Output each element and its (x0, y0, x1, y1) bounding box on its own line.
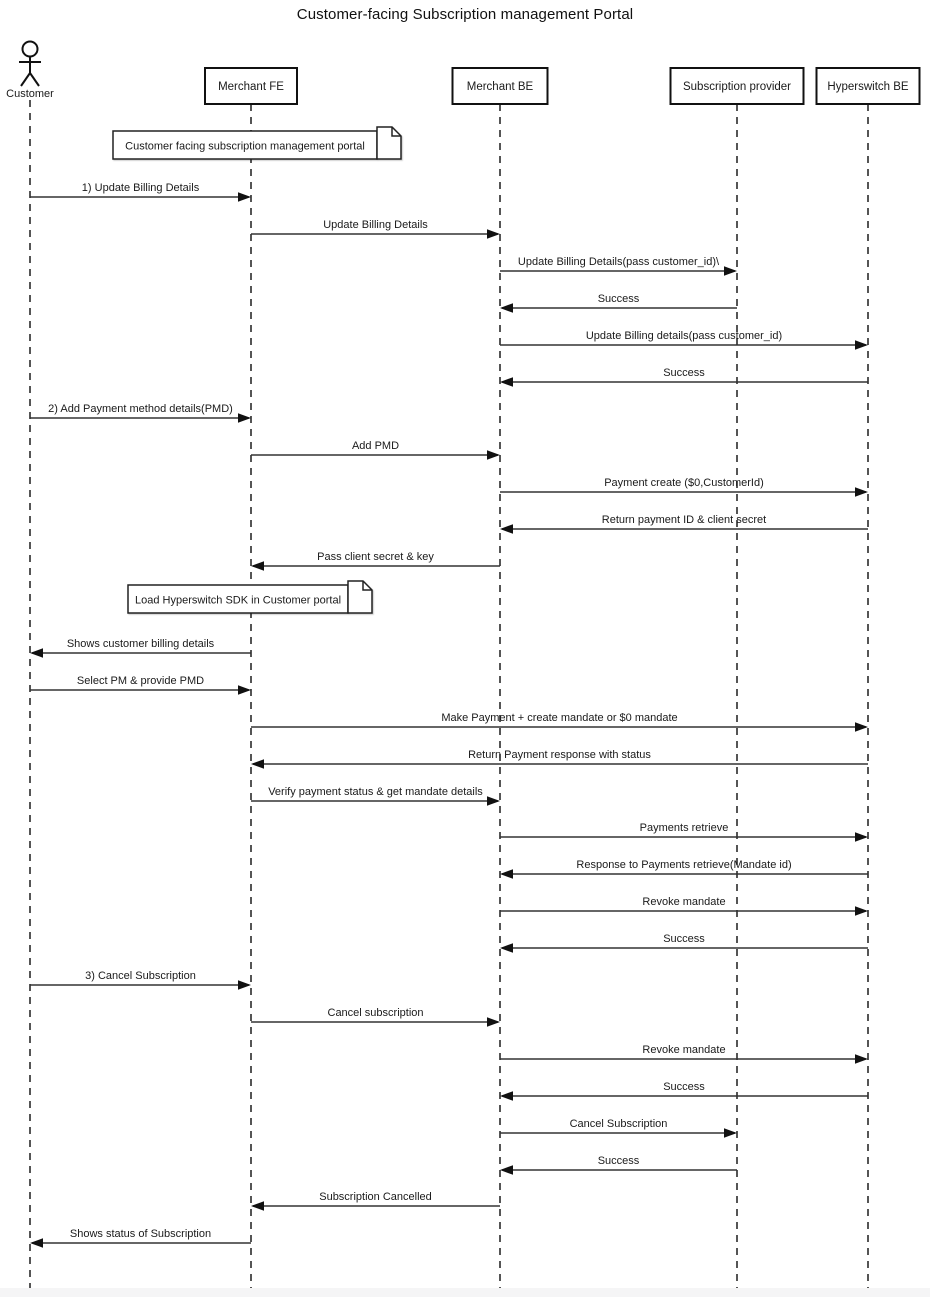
message-arrowhead (487, 229, 500, 239)
message-9 (500, 477, 868, 497)
message-5 (500, 330, 868, 350)
message-arrowhead (238, 192, 251, 202)
participant-box-subscription_provider (671, 68, 804, 104)
message-label: Cancel Subscription (569, 1118, 668, 1130)
message-arrowhead (251, 1201, 264, 1211)
participant-label: Hyperswitch BE (827, 81, 909, 93)
message-1 (30, 182, 251, 202)
note-page (377, 127, 401, 159)
note-page (348, 581, 372, 613)
message-15 (251, 749, 868, 769)
message-arrowhead (30, 648, 43, 658)
message-label: Success (663, 367, 705, 379)
message-arrowhead (500, 377, 513, 387)
message-28 (30, 1228, 251, 1248)
participant-label: Subscription provider (682, 81, 792, 93)
message-arrowhead (500, 303, 513, 313)
message-arrowhead (500, 1091, 513, 1101)
message-label: Revoke mandate (642, 1044, 726, 1056)
message-arrowhead (487, 450, 500, 460)
message-21 (30, 970, 251, 990)
message-label: Success (663, 933, 705, 945)
message-label: 2) Add Payment method details(PMD) (48, 403, 233, 415)
message-arrowhead (238, 685, 251, 695)
message-label: Select PM & provide PMD (76, 675, 205, 687)
message-label: Revoke mandate (642, 896, 726, 908)
message-arrowhead (855, 1054, 868, 1064)
message-arrowhead (855, 340, 868, 350)
message-8 (251, 440, 500, 460)
actor-figure-customer (6, 42, 54, 101)
message-17 (500, 822, 868, 842)
actor-head (23, 42, 38, 57)
message-label: Cancel subscription (327, 1007, 424, 1019)
message-arrowhead (238, 980, 251, 990)
message-label: Payment create ($0,CustomerId) (604, 477, 764, 489)
message-arrowhead (251, 759, 264, 769)
message-27 (251, 1191, 500, 1211)
message-25 (500, 1118, 737, 1138)
message-label: Update Billing Details (323, 219, 428, 231)
message-label: Success (597, 293, 640, 305)
message-4 (500, 293, 737, 313)
participant-label: Merchant BE (466, 81, 534, 93)
actor-leg-right (30, 73, 39, 86)
message-label: 1) Update Billing Details (81, 182, 200, 194)
note-2 (128, 581, 372, 613)
message-22 (251, 1007, 500, 1027)
message-label: Pass client secret & key (317, 551, 434, 563)
actor-label: Customer (6, 88, 54, 100)
diagram-title: Customer-facing Subscription management Portal (296, 6, 634, 23)
note-text: Customer facing subscription management portal (125, 140, 365, 153)
message-arrowhead (855, 832, 868, 842)
message-arrowhead (500, 524, 513, 534)
message-arrowhead (500, 869, 513, 879)
message-12 (30, 638, 251, 658)
message-2 (251, 219, 500, 239)
message-label: Make Payment + create mandate or $0 mandate (441, 712, 678, 724)
message-arrowhead (724, 1128, 737, 1138)
message-arrowhead (500, 943, 513, 953)
message-7 (30, 403, 251, 423)
note-text: Load Hyperswitch SDK in Customer portal (134, 594, 342, 607)
message-23 (500, 1044, 868, 1064)
message-label: Subscription Cancelled (319, 1191, 432, 1203)
message-19 (500, 896, 868, 916)
message-11 (251, 551, 500, 571)
message-label: Payments retrieve (639, 822, 729, 834)
message-26 (500, 1155, 737, 1175)
message-label: Add PMD (351, 440, 400, 452)
message-6 (500, 367, 868, 387)
participant-box-merchant_be (453, 68, 548, 104)
message-13 (30, 675, 251, 695)
message-label: Return payment ID & client secret (601, 514, 767, 526)
message-24 (500, 1081, 868, 1101)
message-label: Success (597, 1155, 640, 1167)
message-arrowhead (855, 722, 868, 732)
message-label: Shows customer billing details (66, 638, 215, 650)
participant-box-hyperswitch_be (817, 68, 920, 104)
message-label: Shows status of Subscription (69, 1228, 212, 1240)
message-16 (251, 786, 500, 806)
message-arrowhead (487, 1017, 500, 1027)
message-arrowhead (855, 487, 868, 497)
message-arrowhead (855, 906, 868, 916)
message-10 (500, 514, 868, 534)
message-label: Success (663, 1081, 705, 1093)
message-20 (500, 933, 868, 953)
bottom-scroll-strip (0, 1288, 930, 1297)
message-3 (500, 256, 737, 276)
message-label: Response to Payments retrieve(Mandate id) (576, 859, 792, 871)
message-label: Update Billing Details(pass customer_id)\ (517, 256, 720, 268)
note-1 (113, 127, 401, 159)
participant-label: Merchant FE (218, 81, 284, 93)
message-arrowhead (724, 266, 737, 276)
message-14 (251, 712, 868, 732)
actor-leg-left (21, 73, 30, 86)
message-label: Verify payment status & get mandate details (268, 786, 483, 798)
message-label: Return Payment response with status (468, 749, 651, 761)
message-18 (500, 859, 868, 879)
message-arrowhead (251, 561, 264, 571)
participant-box-merchant_fe (205, 68, 297, 104)
message-arrowhead (500, 1165, 513, 1175)
message-arrowhead (487, 796, 500, 806)
message-arrowhead (238, 413, 251, 423)
message-label: Update Billing details(pass customer_id) (585, 330, 783, 342)
message-label: 3) Cancel Subscription (85, 970, 196, 982)
message-arrowhead (30, 1238, 43, 1248)
